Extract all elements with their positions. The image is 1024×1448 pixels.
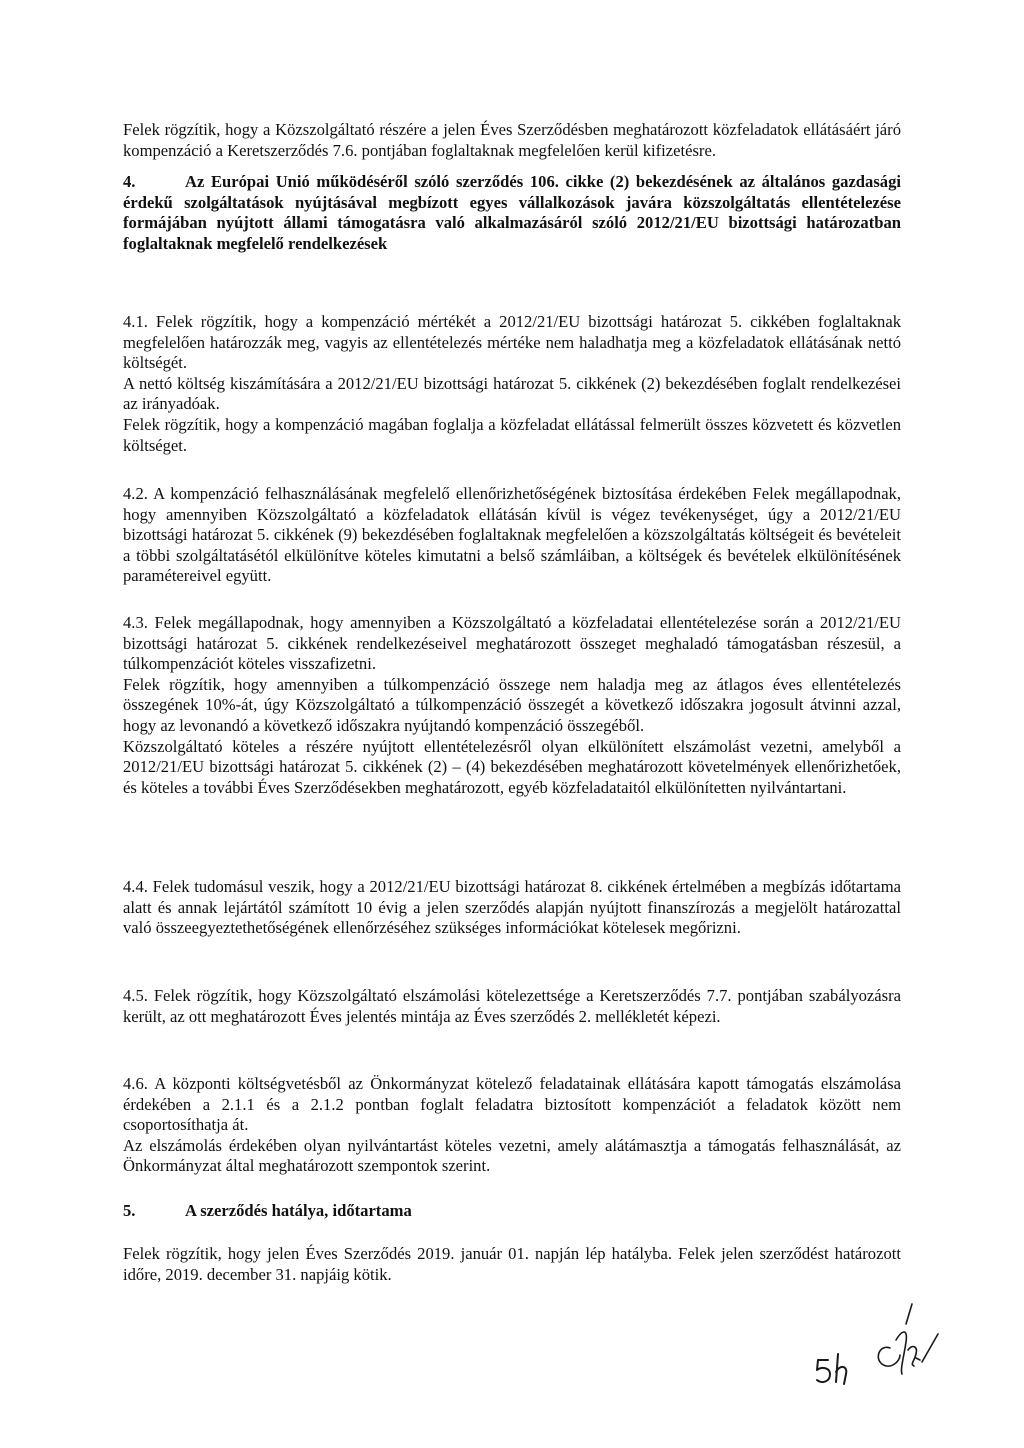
handwritten-initials-signature (860, 1300, 980, 1380)
signature-drawing (860, 1300, 980, 1380)
paragraph-4-4: 4.4. Felek tudomásul veszik, hogy a 2012/21/EU bizottsági határozat 8. cikkének értelmében a megbízás időtartama alatt és annak lejártától számított 10 évig a jelen szerződés alapján nyújtott finanszírozás a megjelölt határozattal való összeegyeztethetőségének ellenőrzéséhez szükséges információkat kötelesek megőrizni. (123, 877, 901, 938)
section-4-number: 4. (123, 172, 136, 191)
paragraph-4-2: 4.2. A kompenzáció felhasználásának megfelelő ellenőrizhetőségének biztosítása érdekében Felek megállapodnak, hogy amennyiben Közszolgáltató a közfeladatok ellátásán kívül is végez tevékenységet, úgy a 2012/21/EU bizottsági határozat 5. cikkének (9) bekezdésében foglaltaknak megfelelően a közszolgáltatás költségeit és bevételeit a többi szolgáltatásétól elkülönítve köteles kimutatni a belső számláiban, a költségek és bevételek elkülönítésének paramétereivel együtt. (123, 484, 901, 586)
section-4-heading (123, 172, 901, 254)
paragraph-4-6: 4.6. A központi költségvetésből az Önkormányzat kötelező feladatainak ellátására kapott támogatás elszámolása érdekében a 2.1.1 és a 2.1.2 pontban foglalt feladatra biztosított kompenzációt a feladatok között nem csoportosíthatja át. Az elszámolás érdekében olyan nyilvántartást köteles vezetni, amely alátámasztja a támogatás felhasználását, az Önkormányzat által meghatározott szempontok szerint. (123, 1074, 901, 1176)
page-number-drawing (814, 1352, 874, 1388)
paragraph-5: Felek rögzítik, hogy jelen Éves Szerződés 2019. január 01. napján lép hatályba. Felek jelen szerződést határozott időre, 2019. december 31. napjáig kötik. (123, 1244, 901, 1284)
section-4-title: Az Európai Unió működéséről szóló szerződés 106. cikke (2) bekezdésének az általános gazdasági érdekű szolgáltatások nyújtásával megbízott egyes vállalkozások javára közszolgáltatás ellentételezése formájában nyújtott állami támogatásra való alkalmazásáról szóló 2012/21/EU bizottsági határozatban foglaltaknak megfelelő rendelkezések (123, 172, 901, 253)
section-5-title: A szerződés hatálya, időtartama (185, 1201, 412, 1220)
paragraph-4-1: 4.1. Felek rögzítik, hogy a kompenzáció mértékét a 2012/21/EU bizottsági határozat 5. cikkében foglaltaknak megfelelően határozzák meg, vagyis az ellentételezés mértéke nem haladhatja meg a közfeladatok ellátásának nettó költségét. A nettó költség kiszámítására a 2012/21/EU bizottsági határozat 5. cikkének (2) bekezdésében foglalt rendelkezései az irányadóak. Felek rögzítik, hogy a kompenzáció magában foglalja a közfeladat ellátással felmerült összes közvetett és közvetlen költséget. (123, 312, 901, 455)
intro-paragraph: Felek rögzítik, hogy a Közszolgáltató részére a jelen Éves Szerződésben meghatározott közfeladatok ellátásáért járó kompenzáció a Keretszerződés 7.6. pontjában foglaltaknak megfelelően kerül kifizetésre. (123, 120, 901, 160)
section-5-number: 5. (123, 1201, 136, 1220)
section-5-heading (123, 1201, 901, 1222)
handwritten-page-number (814, 1352, 874, 1388)
paragraph-4-3: 4.3. Felek megállapodnak, hogy amennyiben a Közszolgáltató a közfeladatai ellentételezése során a 2012/21/EU bizottsági határozat 5. cikkének rendelkezéseivel meghatározott összeget meghaladó támogatásban részesül, a túlkompenzációt köteles visszafizetni. Felek rögzítik, hogy amennyiben a túlkompenzáció összege nem haladja meg az átlagos éves ellentételezés összegének 10%-át, úgy Közszolgáltató a túlkompenzáció összegét a következő időszakra jogosult átvinni azzal, hogy az levonandó a következő időszakra nyújtandó kompenzáció összegéből. Közszolgáltató köteles a részére nyújtott ellentételezésről olyan elkülönített elszámolást vezetni, amelyből a 2012/21/EU bizottsági határozat 5. cikkének (2) – (4) bekezdésében meghatározott követelmények ellenőrizhetőek, és köteles a további Éves Szerződésekben meghatározott, egyéb közfeladataitól elkülönítetten nyilvántartani. (123, 613, 901, 797)
paragraph-4-5: 4.5. Felek rögzítik, hogy Közszolgáltató elszámolási kötelezettsége a Keretszerződés 7.7. pontjában szabályozásra került, az ott meghatározott Éves jelentés mintája az Éves szerződés 2. mellékletét képezi. (123, 986, 901, 1026)
